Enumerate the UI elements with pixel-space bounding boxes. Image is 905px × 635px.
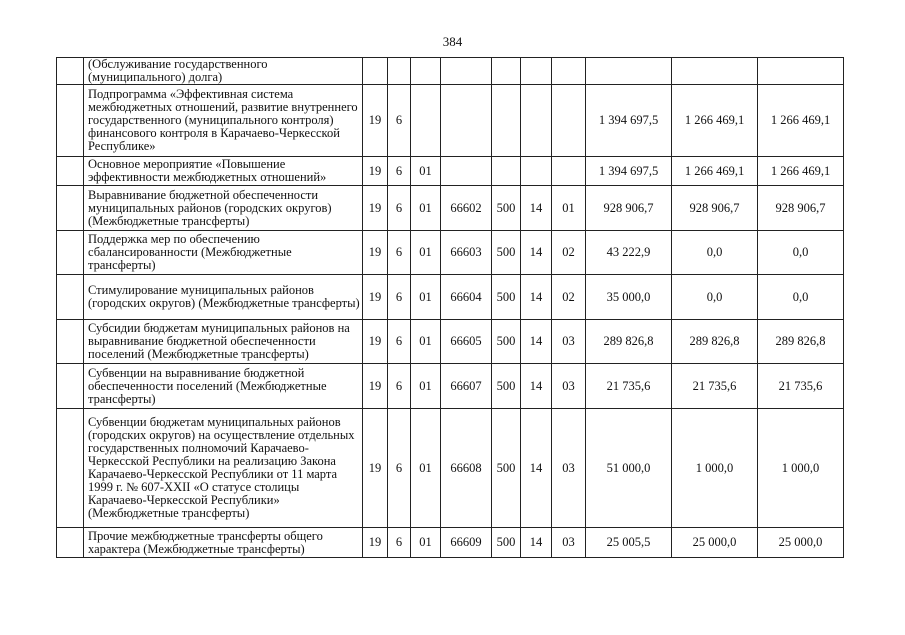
code-cell-4: 66605 <box>441 320 492 364</box>
blank-cell <box>57 186 84 231</box>
code-cell-6: 14 <box>521 186 552 231</box>
code-cell-2: 6 <box>388 320 411 364</box>
code-cell-7: 02 <box>552 231 586 275</box>
code-cell-4 <box>441 157 492 186</box>
sum-cell-1: 21 735,6 <box>586 364 672 409</box>
table-row <box>57 409 844 528</box>
code-cell-7 <box>552 85 586 157</box>
sum-cell-3: 1 000,0 <box>758 409 844 528</box>
sum-cell-1: 1 394 697,5 <box>586 157 672 186</box>
table-row <box>57 231 844 275</box>
code-cell-3: 01 <box>411 364 441 409</box>
code-cell-2: 6 <box>388 231 411 275</box>
sum-cell-2 <box>672 58 758 85</box>
sum-cell-2: 928 906,7 <box>672 186 758 231</box>
code-cell-1: 19 <box>363 231 388 275</box>
code-cell-5 <box>492 157 521 186</box>
code-cell-5: 500 <box>492 186 521 231</box>
code-cell-1: 19 <box>363 85 388 157</box>
blank-cell <box>57 364 84 409</box>
sum-cell-3: 25 000,0 <box>758 528 844 558</box>
code-cell-1: 19 <box>363 320 388 364</box>
code-cell-2: 6 <box>388 275 411 320</box>
table-row <box>57 85 844 157</box>
sum-cell-1: 25 005,5 <box>586 528 672 558</box>
code-cell-2: 6 <box>388 157 411 186</box>
code-cell-5: 500 <box>492 275 521 320</box>
sum-cell-2: 0,0 <box>672 231 758 275</box>
code-cell-2 <box>388 58 411 85</box>
sum-cell-1 <box>586 58 672 85</box>
code-cell-6: 14 <box>521 528 552 558</box>
code-cell-3: 01 <box>411 275 441 320</box>
code-cell-7: 01 <box>552 186 586 231</box>
code-cell-1: 19 <box>363 364 388 409</box>
sum-cell-2: 1 000,0 <box>672 409 758 528</box>
code-cell-6: 14 <box>521 231 552 275</box>
code-cell-2: 6 <box>388 364 411 409</box>
code-cell-2: 6 <box>388 85 411 157</box>
code-cell-4: 66604 <box>441 275 492 320</box>
row-name-cell: Поддержка мер по обеспечению сбалансированности (Межбюджетные трансферты) <box>84 231 363 275</box>
code-cell-1: 19 <box>363 409 388 528</box>
sum-cell-1: 51 000,0 <box>586 409 672 528</box>
sum-cell-2: 25 000,0 <box>672 528 758 558</box>
row-name-cell: Субсидии бюджетам муниципальных районов на выравнивание бюджетной обеспеченности поселений (Межбюджетные трансферты) <box>84 320 363 364</box>
code-cell-6: 14 <box>521 409 552 528</box>
code-cell-6: 14 <box>521 275 552 320</box>
sum-cell-2: 0,0 <box>672 275 758 320</box>
code-cell-5: 500 <box>492 320 521 364</box>
table-row <box>57 186 844 231</box>
code-cell-4: 66602 <box>441 186 492 231</box>
code-cell-1: 19 <box>363 275 388 320</box>
code-cell-2: 6 <box>388 409 411 528</box>
blank-cell <box>57 528 84 558</box>
code-cell-3: 01 <box>411 528 441 558</box>
code-cell-5: 500 <box>492 231 521 275</box>
row-name-cell: Субвенции бюджетам муниципальных районов (городских округов) на осуществление отдельных государственных полномочий Карачаево-Черкесской Республики на реализацию Закона Карачаево-Черкесской Республики от 11 марта 1999 г. № 607-XXII «О статусе столицы Карачаево-Черкесской Республики» (Межбюджетные трансферты) <box>84 409 363 528</box>
table-row <box>57 528 844 558</box>
sum-cell-1: 289 826,8 <box>586 320 672 364</box>
sum-cell-1: 1 394 697,5 <box>586 85 672 157</box>
code-cell-7: 03 <box>552 364 586 409</box>
code-cell-2: 6 <box>388 528 411 558</box>
code-cell-5 <box>492 85 521 157</box>
code-cell-6: 14 <box>521 320 552 364</box>
code-cell-6 <box>521 85 552 157</box>
sum-cell-3: 0,0 <box>758 275 844 320</box>
sum-cell-3: 928 906,7 <box>758 186 844 231</box>
code-cell-7: 02 <box>552 275 586 320</box>
sum-cell-1: 928 906,7 <box>586 186 672 231</box>
code-cell-1: 19 <box>363 528 388 558</box>
code-cell-1 <box>363 58 388 85</box>
page-number: 384 <box>442 34 463 49</box>
sum-cell-1: 43 222,9 <box>586 231 672 275</box>
sum-cell-2: 289 826,8 <box>672 320 758 364</box>
code-cell-5: 500 <box>492 409 521 528</box>
code-cell-6 <box>521 58 552 85</box>
code-cell-3 <box>411 58 441 85</box>
budget-table <box>56 57 844 558</box>
sum-cell-3 <box>758 58 844 85</box>
row-name-cell: Прочие межбюджетные трансферты общего характера (Межбюджетные трансферты) <box>84 528 363 558</box>
sum-cell-3: 289 826,8 <box>758 320 844 364</box>
table-row <box>57 275 844 320</box>
blank-cell <box>57 58 84 85</box>
blank-cell <box>57 409 84 528</box>
code-cell-4: 66609 <box>441 528 492 558</box>
row-name-cell: Выравнивание бюджетной обеспеченности муниципальных районов (городских округов) (Межбюджетные трансферты) <box>84 186 363 231</box>
sum-cell-1: 35 000,0 <box>586 275 672 320</box>
sum-cell-2: 1 266 469,1 <box>672 157 758 186</box>
row-name-cell: (Обслуживание государственного (муниципального) долга) <box>84 58 363 85</box>
blank-cell <box>57 320 84 364</box>
code-cell-4 <box>441 85 492 157</box>
table-row <box>57 157 844 186</box>
code-cell-3: 01 <box>411 186 441 231</box>
blank-cell <box>57 85 84 157</box>
sum-cell-2: 1 266 469,1 <box>672 85 758 157</box>
code-cell-7: 03 <box>552 528 586 558</box>
code-cell-6: 14 <box>521 364 552 409</box>
blank-cell <box>57 231 84 275</box>
code-cell-6 <box>521 157 552 186</box>
code-cell-5: 500 <box>492 364 521 409</box>
table-row <box>57 320 844 364</box>
sum-cell-3: 0,0 <box>758 231 844 275</box>
code-cell-3 <box>411 85 441 157</box>
sum-cell-3: 1 266 469,1 <box>758 157 844 186</box>
code-cell-4: 66607 <box>441 364 492 409</box>
blank-cell <box>57 275 84 320</box>
code-cell-4 <box>441 58 492 85</box>
code-cell-4: 66603 <box>441 231 492 275</box>
row-name-cell: Стимулирование муниципальных районов (городских округов) (Межбюджетные трансферты) <box>84 275 363 320</box>
code-cell-4: 66608 <box>441 409 492 528</box>
sum-cell-2: 21 735,6 <box>672 364 758 409</box>
code-cell-7 <box>552 58 586 85</box>
code-cell-1: 19 <box>363 186 388 231</box>
row-name-cell: Основное мероприятие «Повышение эффективности межбюджетных отношений» <box>84 157 363 186</box>
code-cell-3: 01 <box>411 157 441 186</box>
sum-cell-3: 1 266 469,1 <box>758 85 844 157</box>
table-row <box>57 364 844 409</box>
code-cell-5 <box>492 58 521 85</box>
code-cell-1: 19 <box>363 157 388 186</box>
code-cell-3: 01 <box>411 231 441 275</box>
code-cell-5: 500 <box>492 528 521 558</box>
sum-cell-3: 21 735,6 <box>758 364 844 409</box>
code-cell-7 <box>552 157 586 186</box>
blank-cell <box>57 157 84 186</box>
row-name-cell: Субвенции на выравнивание бюджетной обеспеченности поселений (Межбюджетные трансферты) <box>84 364 363 409</box>
code-cell-3: 01 <box>411 320 441 364</box>
code-cell-2: 6 <box>388 186 411 231</box>
code-cell-7: 03 <box>552 409 586 528</box>
row-name-cell: Подпрограмма «Эффективная система межбюджетных отношений, развитие внутреннего государственного (муниципального контроля) финансового контроля в Карачаево-Черкесской Республике» <box>84 85 363 157</box>
table-body <box>57 58 844 558</box>
code-cell-7: 03 <box>552 320 586 364</box>
code-cell-3: 01 <box>411 409 441 528</box>
table-row <box>57 58 844 85</box>
